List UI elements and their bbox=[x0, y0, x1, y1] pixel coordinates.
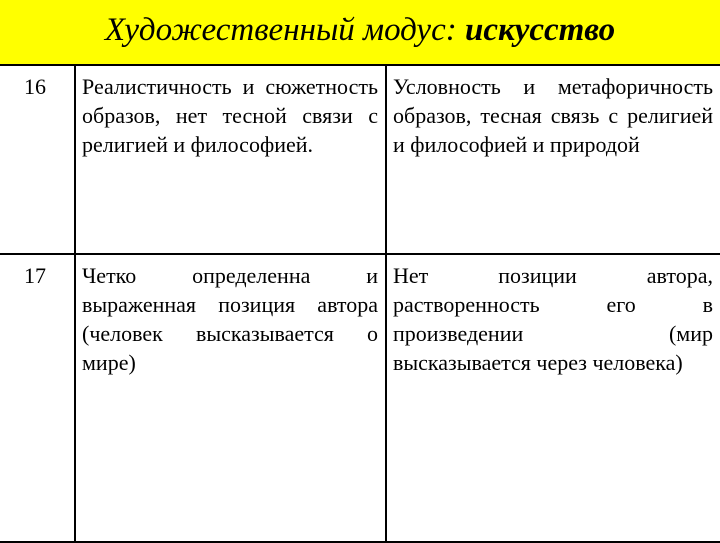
row-left-cell: Четко определенна и выраженная позиция автора (человек высказывается о мире) bbox=[75, 254, 386, 542]
row-number: 16 bbox=[0, 66, 75, 254]
row-right-cell: Условность и метафоричность образов, тесная связь с религией и философией и природой bbox=[386, 66, 720, 254]
slide-title-bar bbox=[0, 0, 720, 66]
row-number: 17 bbox=[0, 254, 75, 542]
row-right-cell: Нет позиции автора, растворенность его в произведении (мир высказывается через человека) bbox=[386, 254, 720, 542]
table-row bbox=[0, 254, 720, 542]
comparison-table bbox=[0, 66, 720, 543]
table-row bbox=[0, 66, 720, 254]
row-left-cell: Реалистичность и сюжетность образов, нет тесной связи с религией и философией. bbox=[75, 66, 386, 254]
title-emphasis: искусство bbox=[464, 12, 616, 48]
title-prefix: Художественный модус: bbox=[104, 12, 457, 48]
